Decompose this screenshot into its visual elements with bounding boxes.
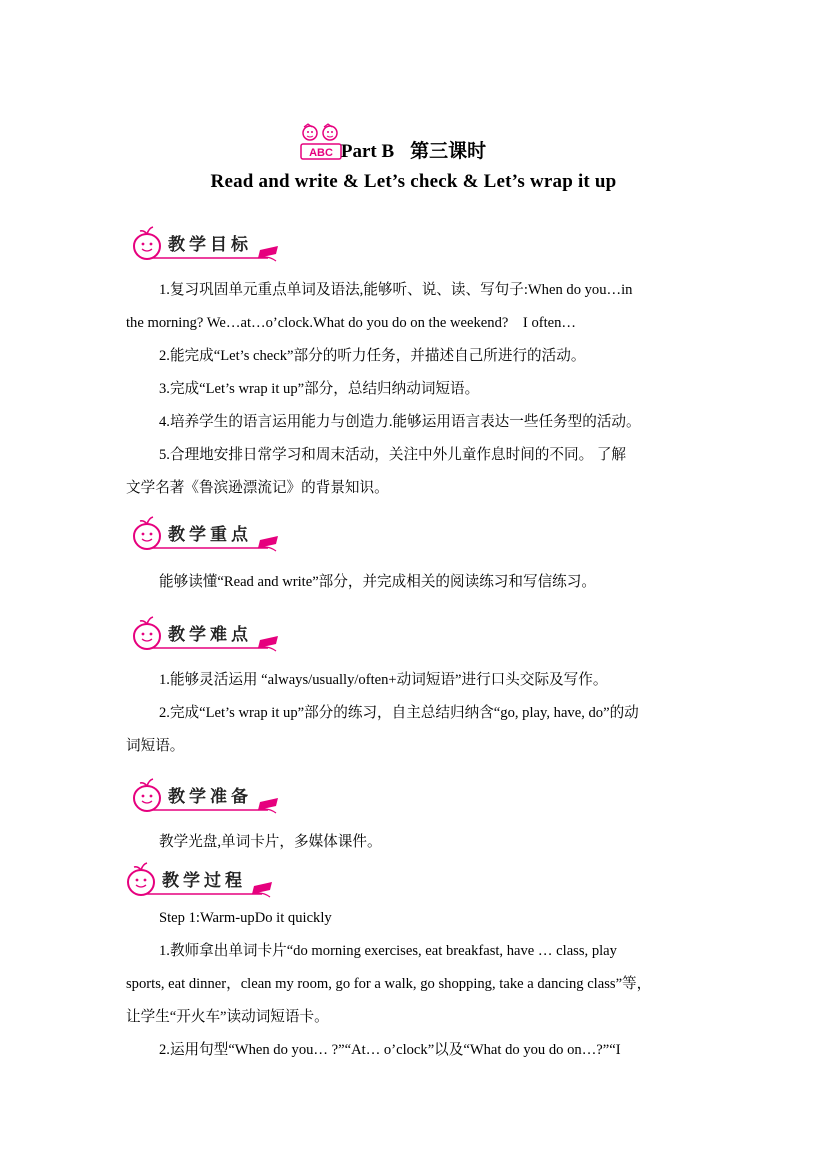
lesson-label: 第三课时 xyxy=(410,141,487,162)
process-line: sports, eat dinner，clean my room, go for a walk, go shopping, take a dancing class”等， xyxy=(126,976,652,992)
goal-line: 文学名著《鲁滨逊漂流记》的背景知识。 xyxy=(126,480,389,496)
preparation-block xyxy=(126,826,706,859)
section-heading-goals xyxy=(128,224,288,264)
process-line: Step 1:Warm-upDo it quickly xyxy=(159,910,332,926)
goal-line: 5.合理地安排日常学习和周末活动，关注中外儿童作息时间的不同。 了解 xyxy=(159,447,627,463)
page-subtitle: Read and write & Let’s check & Let’s wrap it up xyxy=(210,171,617,192)
difficulty-line: 1.能够灵活运用 “always/usually/often+动词短语”进行口头交际及写作。 xyxy=(159,672,608,688)
key-points-text: 能够读懂“Read and write”部分，并完成相关的阅读练习和写信练习。 xyxy=(159,574,596,590)
process-line: 让学生“开火车”读动词短语卡。 xyxy=(126,1009,329,1025)
section-title: 教学目标 xyxy=(168,235,252,255)
goal-line: 1.复习巩固单元重点单词及语法,能够听、说、读、写句子:When do you…in xyxy=(159,282,633,298)
section-heading-difficulties xyxy=(128,614,288,654)
process-block xyxy=(126,902,706,1067)
goal-line: the morning? We…at…o’clock.What do you do on the weekend? I often… xyxy=(126,315,577,331)
goals-block xyxy=(126,274,706,505)
section-title: 教学准备 xyxy=(168,787,252,807)
logo-text: ABC xyxy=(309,147,333,159)
section-title: 教学过程 xyxy=(162,871,246,891)
page-title xyxy=(0,136,827,163)
difficulty-line: 词短语。 xyxy=(126,738,185,754)
process-line: 2.运用句型“When do you… ?”“At… o’clock”以及“What do you do on…?”“I xyxy=(159,1042,621,1058)
preparation-text: 教学光盘,单词卡片，多媒体课件。 xyxy=(159,834,382,850)
part-label: Part B xyxy=(340,141,395,162)
goal-line: 4.培养学生的语言运用能力与创造力.能够运用语言表达一些任务型的活动。 xyxy=(159,414,641,430)
section-heading-key-points xyxy=(128,514,288,554)
key-points-block xyxy=(126,566,706,599)
goal-line: 3.完成“Let’s wrap it up”部分，总结归纳动词短语。 xyxy=(159,381,480,397)
process-line: 1.教师拿出单词卡片“do morning exercises, eat breakfast, have … class, play xyxy=(159,943,617,959)
section-title: 教学重点 xyxy=(168,525,252,545)
difficulty-line: 2.完成“Let’s wrap it up”部分的练习，自主总结归纳含“go, play, have, do”的动 xyxy=(159,705,639,721)
difficulties-block xyxy=(126,664,706,763)
section-heading-preparation xyxy=(128,776,288,816)
goal-line: 2.能完成“Let’s check”部分的听力任务，并描述自己所进行的活动。 xyxy=(159,348,586,364)
section-title: 教学难点 xyxy=(168,625,252,645)
section-heading-process xyxy=(122,860,282,900)
